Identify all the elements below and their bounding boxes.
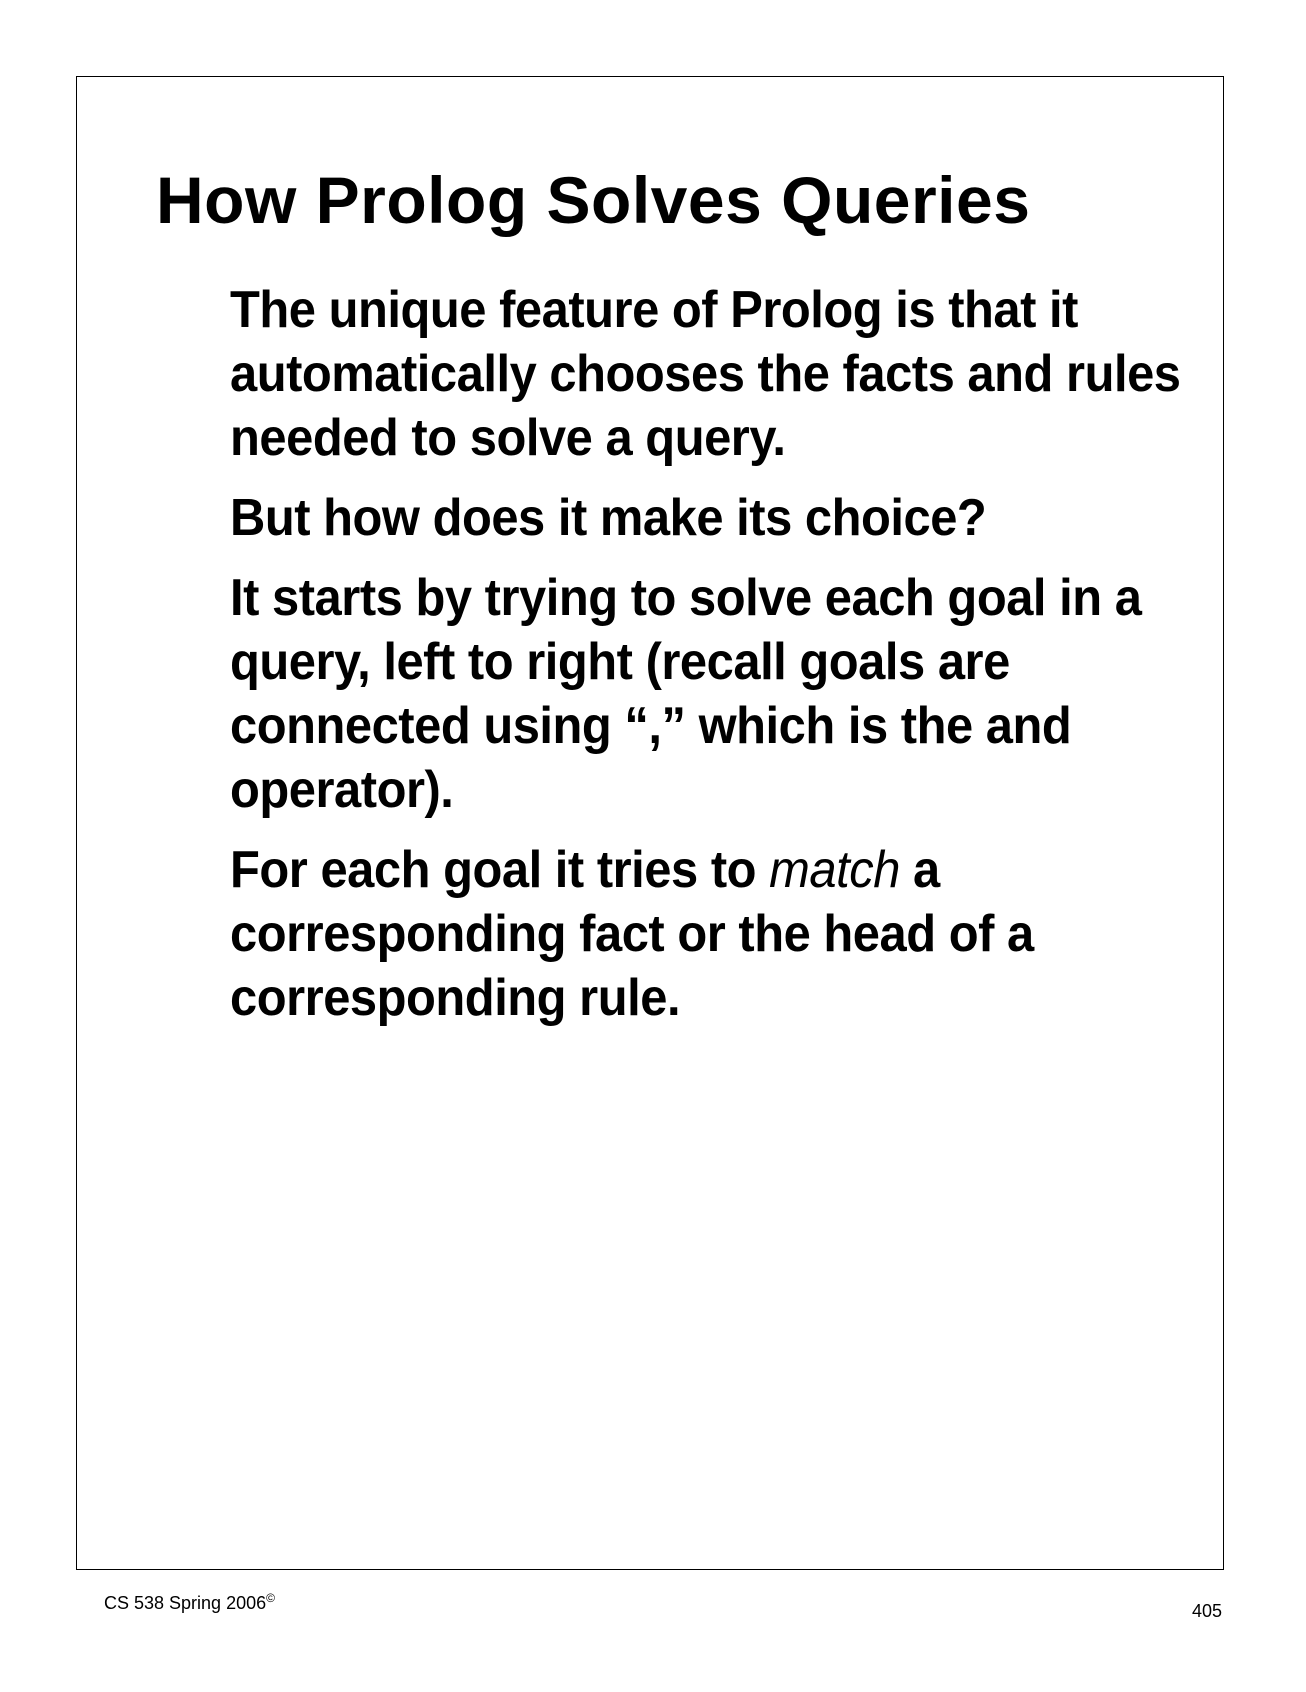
emphasis-match: match	[769, 841, 900, 899]
paragraph-unique-feature: The unique feature of Prolog is that it automatically chooses the facts and rules needed to solve a query.	[230, 281, 1181, 467]
slide-title: How Prolog Solves Queries	[156, 163, 1031, 237]
page-number: 405	[1192, 1601, 1223, 1621]
footer-course-label: CS 538 Spring 2006	[104, 1593, 267, 1613]
paragraph-matching-start: For each goal it tries to	[230, 841, 770, 899]
footer-course	[104, 1592, 275, 1614]
paragraph-choice-question: But how does it make its choice?	[230, 489, 987, 547]
slide-body	[230, 278, 1190, 1046]
paragraph-matching	[230, 838, 1189, 1030]
paragraph-matching-end: a corresponding fact or the head of a corresponding rule.	[230, 841, 1034, 1027]
copyright-symbol: ©	[266, 1591, 275, 1605]
paragraph-goal-order: It starts by trying to solve each goal in a query, left to right (recall goals are connected using “,” which is the and operator).	[230, 569, 1142, 819]
